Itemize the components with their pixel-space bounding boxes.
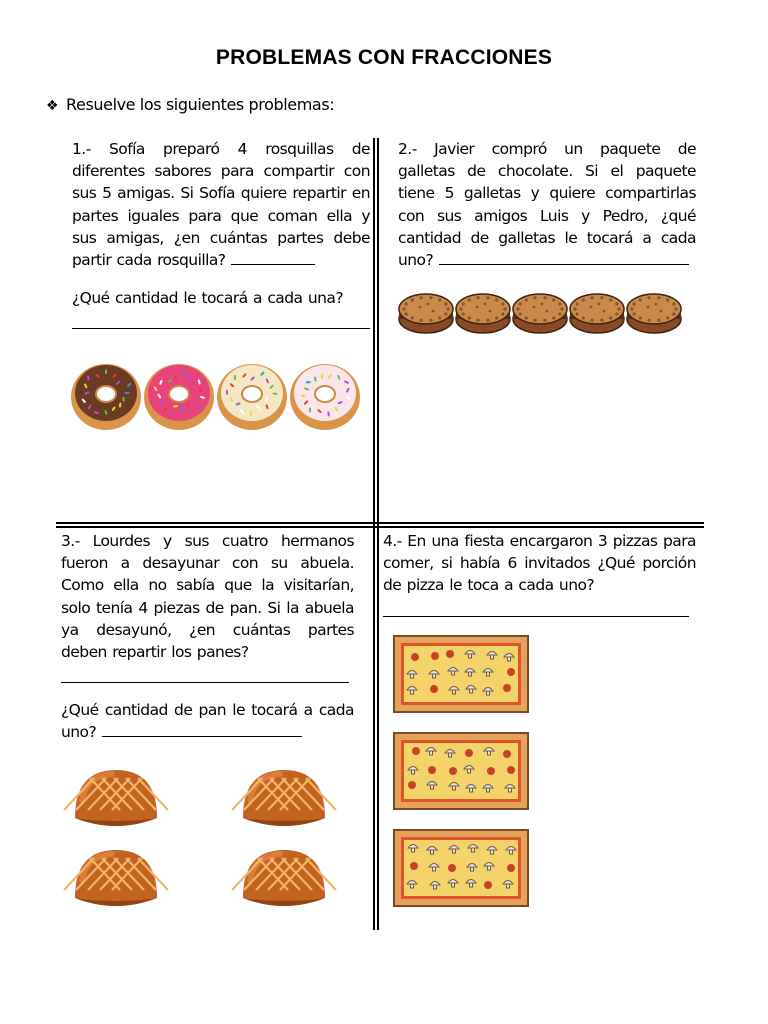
bread-icon	[64, 850, 168, 906]
problem-4-text: 4.- En una fiesta encargaron 3 pizzas para comer, si había 6 invitados ¿Qué porción de pizza le toca a cada uno?	[383, 532, 696, 595]
cookie-icon	[627, 294, 681, 333]
breads-illustration	[76, 768, 332, 910]
cookies-illustration	[398, 290, 684, 336]
bread-icon	[232, 770, 336, 826]
answer-blank-4[interactable]	[383, 597, 689, 617]
problem-1-text: 1.- Sofía preparó 4 rosquillas de diferentes sabores para compartir con sus 5 amigas. Si Sofía quiere repartir en partes iguales para que coman ella y sus amigas, ¿en cuántas partes debe partir cada rosquilla?	[72, 140, 370, 270]
bread-icon	[232, 850, 336, 906]
page-title: PROBLEMAS CON FRACCIONES	[215, 46, 553, 69]
donut-icon	[144, 364, 214, 430]
problem-1	[72, 138, 370, 329]
donut-icon	[217, 364, 287, 430]
pizza-icon	[394, 733, 528, 809]
diamond-bullet-icon: ❖	[46, 98, 59, 114]
instruction-text: Resuelve los siguientes problemas:	[66, 95, 335, 114]
problem-4	[383, 530, 696, 617]
answer-blank-1b[interactable]	[72, 309, 370, 329]
horizontal-divider	[56, 522, 704, 528]
problem-3-question-2: ¿Qué cantidad de pan le tocará a cada uno?	[61, 701, 354, 742]
problem-3	[61, 530, 354, 744]
answer-blank-3b[interactable]	[102, 723, 302, 737]
cookie-icon	[399, 294, 453, 333]
answer-blank-1a[interactable]	[231, 251, 315, 265]
problem-3-text: 3.- Lourdes y sus cuatro hermanos fueron a desayunar con su abuela. Como ella no sabía que la visitarían, solo tenía 4 piezas de pan. Si la abuela ya desayunó, ¿en cuántas partes deben repartir los panes?	[61, 532, 354, 662]
pizzas-illustration	[392, 634, 532, 924]
donut-icon	[71, 364, 141, 430]
pizza-icon	[394, 830, 528, 906]
problem-1-question-2: ¿Qué cantidad le tocará a cada una?	[72, 289, 344, 308]
problem-2-text: 2.- Javier compró un paquete de galletas de chocolate. Si el paquete tiene 5 galletas y quiere compartirlas con sus amigos Luis y Pedro, ¿qué cantidad de galletas le tocará a cada uno?	[398, 140, 696, 270]
problem-2	[398, 138, 696, 271]
answer-blank-3a[interactable]	[61, 663, 349, 683]
cookie-icon	[570, 294, 624, 333]
bread-icon	[64, 770, 168, 826]
cookie-icon	[513, 294, 567, 333]
cookie-icon	[456, 294, 510, 333]
vertical-divider	[373, 138, 379, 930]
answer-blank-2[interactable]	[439, 251, 689, 265]
donuts-illustration	[70, 358, 366, 430]
donut-icon	[290, 364, 360, 430]
pizza-icon	[394, 636, 528, 712]
instruction	[46, 95, 334, 114]
